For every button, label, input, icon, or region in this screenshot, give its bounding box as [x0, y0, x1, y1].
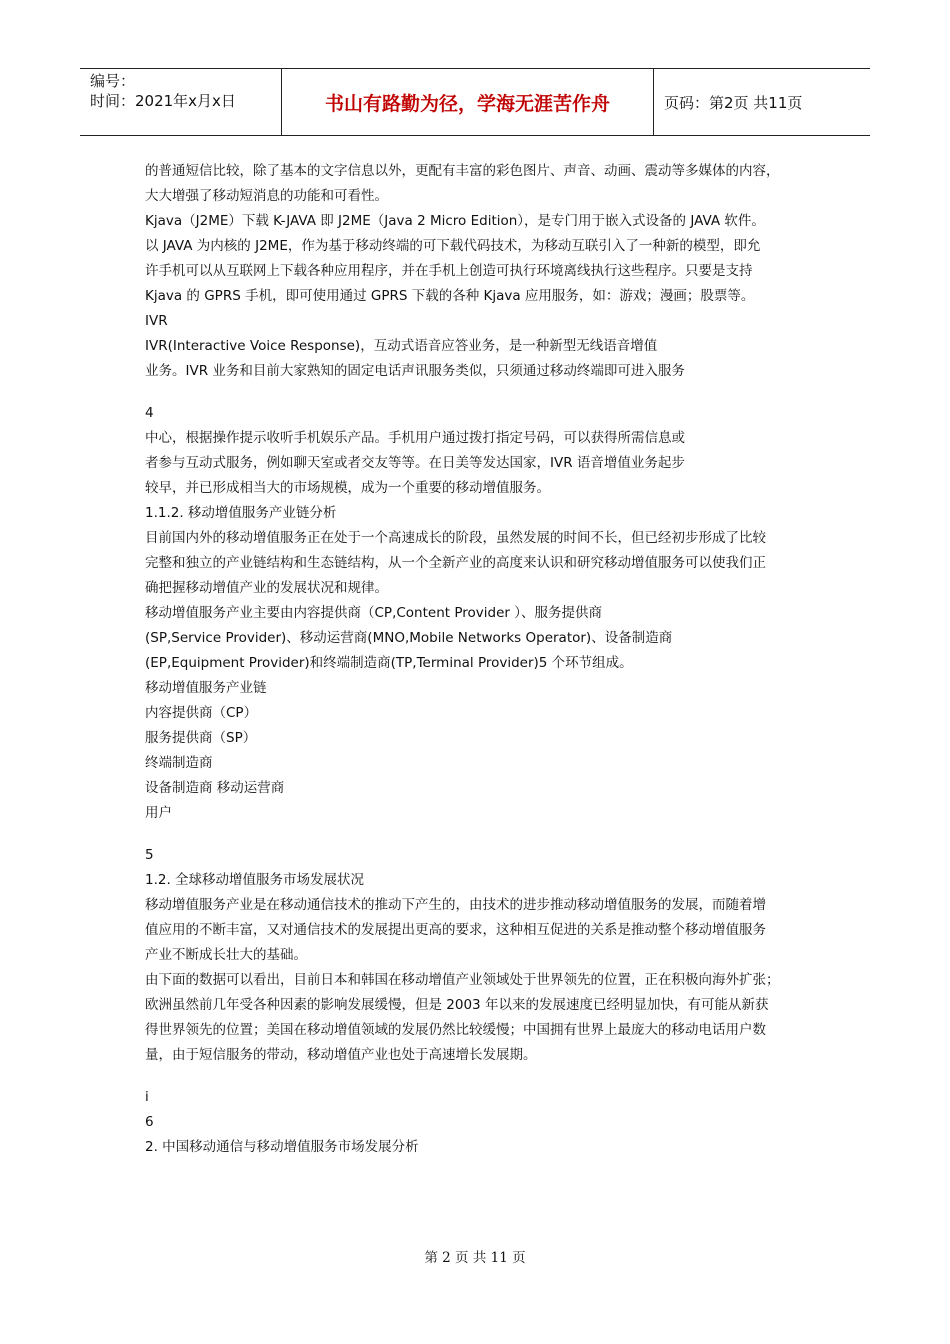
- body-line: (EP,Equipment Provider)和终端制造商(TP,Terminal Provider)5 个环节组成。: [145, 655, 633, 671]
- body-line: i: [145, 1089, 149, 1105]
- paragraph-gap: [145, 1068, 825, 1085]
- body-line: (SP,Service Provider)、移动运营商(MNO,Mobile Networks Operator)、设备制造商: [145, 630, 673, 646]
- header-motto: 书山有路勤为径，学海无涯苦作舟: [282, 69, 654, 135]
- body-line: 欧洲虽然前几年受各种因素的影响发展缓慢，但是 2003 年以来的发展速度已经明显加快，有可能从新获: [145, 997, 769, 1013]
- body-line: 业务。IVR 业务和目前大家熟知的固定电话声讯服务类似，只须通过移动终端即可进入服务: [145, 363, 685, 379]
- page-header: [80, 68, 870, 136]
- body-line: 较早，并已形成相当大的市场规模，成为一个重要的移动增值服务。: [145, 480, 550, 496]
- body-line: 6: [145, 1114, 154, 1130]
- body-line: IVR(Interactive Voice Response)，互动式语音应答业务，是一种新型无线语音增值: [145, 338, 658, 354]
- body-line: 内容提供商（CP）: [145, 705, 258, 721]
- body-line: 由下面的数据可以看出，目前日本和韩国在移动增值产业领域处于世界领先的位置，正在积极向海外扩张；: [145, 972, 780, 988]
- body-line: 得世界领先的位置；美国在移动增值领域的发展仍然比较缓慢；中国拥有世界上最庞大的移动电话用户数: [145, 1022, 766, 1038]
- body-line: 的普通短信比较，除了基本的文字信息以外，更配有丰富的彩色图片、声音、动画、震动等多媒体的内容，: [145, 163, 780, 179]
- body-line: 移动增值服务产业链: [145, 680, 267, 696]
- body-line: 完整和独立的产业链结构和生态链结构，从一个全新产业的高度来认识和研究移动增值服务可以使我们正: [145, 555, 766, 571]
- body-line: 4: [145, 405, 154, 421]
- body-line: 确把握移动增值产业的发展状况和规律。: [145, 580, 388, 596]
- page-footer: 第 2 页 共 11 页: [424, 1250, 526, 1266]
- body-line: 产业不断成长壮大的基础。: [145, 947, 307, 963]
- paragraph-gap: [145, 826, 825, 843]
- body-line: Kjava 的 GPRS 手机，即可使用通过 GPRS 下载的各种 Kjava 应用服务，如：游戏；漫画；股票等。: [145, 288, 755, 304]
- document-body: [145, 159, 825, 1160]
- body-line: 设备制造商 移动运营商: [145, 780, 285, 796]
- body-line: 5: [145, 847, 154, 863]
- body-line: 目前国内外的移动增值服务正在处于一个高速成长的阶段，虽然发展的时间不长，但已经初步形成了比较: [145, 530, 766, 546]
- document-time-label: 时间：2021年x月x日: [90, 92, 236, 110]
- body-line: 者参与互动式服务，例如聊天室或者交友等等。在日美等发达国家，IVR 语音增值业务起步: [145, 455, 685, 471]
- body-line: 许手机可以从互联网上下载各种应用程序，并在手机上创造可执行环境离线执行这些程序。只要是支持: [145, 263, 753, 279]
- body-line: 终端制造商: [145, 755, 213, 771]
- body-line: 移动增值服务产业是在移动通信技术的推动下产生的，由技术的进步推动移动增值服务的发展，而随着增: [145, 897, 766, 913]
- body-line: 服务提供商（SP）: [145, 730, 257, 746]
- body-line: 1.2. 全球移动增值服务市场发展状况: [145, 872, 365, 888]
- body-line: 用户: [145, 805, 172, 821]
- body-line: 移动增值服务产业主要由内容提供商（CP,Content Provider ）、服务提供商: [145, 605, 602, 621]
- body-line: IVR: [145, 313, 168, 329]
- body-line: 量，由于短信服务的带动，移动增值产业也处于高速增长发展期。: [145, 1047, 537, 1063]
- document-number-label: 编号：: [90, 72, 136, 90]
- body-line: 大大增强了移动短消息的功能和可看性。: [145, 188, 388, 204]
- paragraph-gap: [145, 384, 825, 401]
- header-page-info: 页码：第2页 共11页: [664, 93, 803, 112]
- body-line: Kjava（J2ME）下载 K-JAVA 即 J2ME（Java 2 Micro Edition），是专门用于嵌入式设备的 JAVA 软件。: [145, 213, 765, 229]
- body-line: 以 JAVA 为内核的 J2ME，作为基于移动终端的可下载代码技术，为移动互联引入了一种新的模型，即允: [145, 238, 761, 254]
- header-left-cell: [80, 69, 282, 135]
- body-line: 中心，根据操作提示收听手机娱乐产品。手机用户通过拨打指定号码，可以获得所需信息或: [145, 430, 685, 446]
- body-line: 1.1.2. 移动增值服务产业链分析: [145, 505, 337, 521]
- body-line: 2. 中国移动通信与移动增值服务市场发展分析: [145, 1139, 419, 1155]
- body-line: 值应用的不断丰富，又对通信技术的发展提出更高的要求，这种相互促进的关系是推动整个移动增值服务: [145, 922, 766, 938]
